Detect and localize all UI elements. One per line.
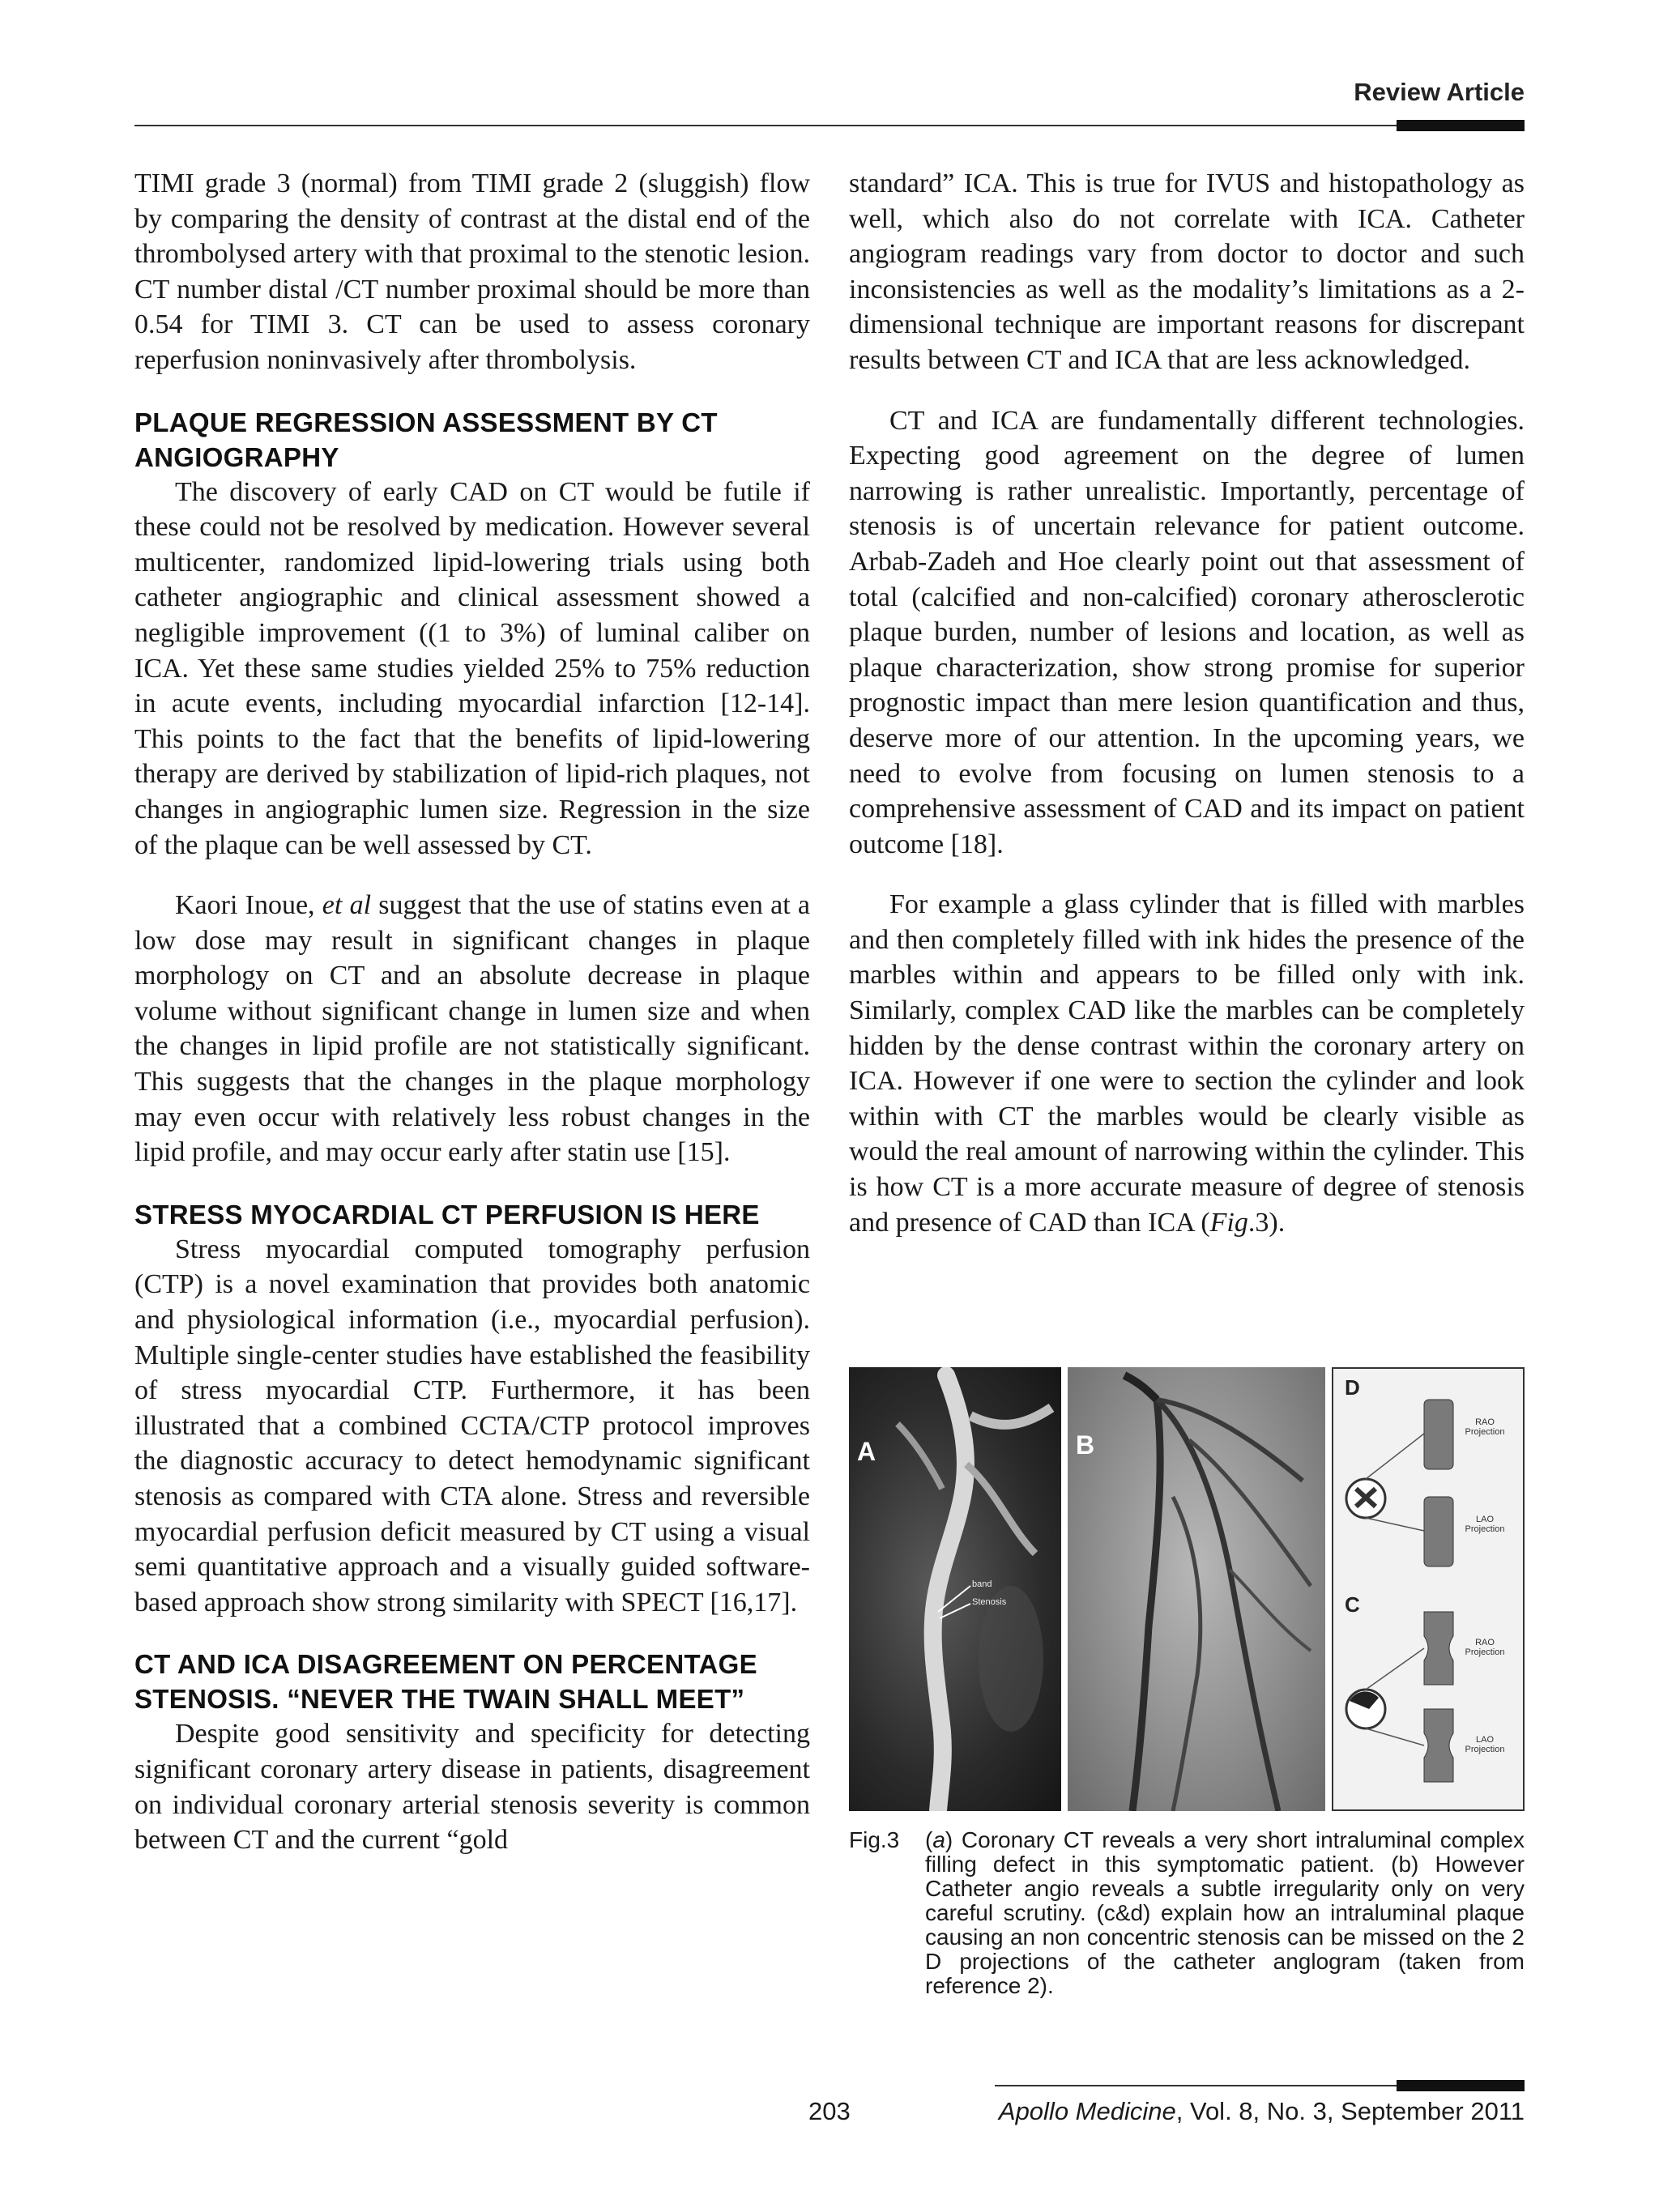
ct-artery-drawing (849, 1367, 1061, 1811)
panel-label-a: A (857, 1437, 876, 1466)
paragraph-continued: TIMI grade 3 (normal) from TIMI grade 2 (sluggish) flow by comparing the density of contrast at the distal end of the thrombolysed artery with that proximal to the stenotic lesion. CT number distal /CT number proximal should be more than 0.54 for TIMI 3. CT can be used to assess coronary reperfusion noninvasively after thrombolysis. (134, 168, 810, 375)
text-fig-ref: Fig (1209, 1207, 1248, 1238)
running-header: Review Article (1354, 78, 1525, 106)
paragraph-plaque-1: The discovery of early CAD on CT would be futile if these could not be resolved by medication. However several multicenter, randomized lipid-lowering trials using both catheter angiographic and clinical assessment showed a negligible improvement ((1 to 3%) of luminal caliber on ICA. Yet these same studies yielded 25% to 75% reduction in acute events, including myocardial infarction [12-14]. This points to the fact that the benefits of lipid-lowering therapy are derived by stabilization of lipid-rich plaques, not changes in angiographic lumen size. Regression in the size of the plaque can be well assessed by CT. (134, 476, 810, 860)
section-heading-stress-ctp: STRESS MYOCARDIAL CT PERFUSION IS HERE (134, 1199, 760, 1230)
header-rule (134, 125, 1525, 126)
angiogram-vessels-drawing (1068, 1367, 1325, 1811)
figure-panel-b-angiogram (1068, 1367, 1325, 1811)
caption-body: ) Coronary CT reveals a very short intraluminal complex filling defect in this symptomatic patient. (b) However Catheter angio reveals a subtle irregularity only on very careful scrutiny. (c&d) explain how an intraluminal plaque causing an non concentric stenosis can be missed on the 2 D projections of the catheter anglogram (taken from reference 2). (925, 1827, 1525, 1998)
paragraph-technologies: CT and ICA are fundamentally different technologies. Expecting good agreement on the degree of lumen narrowing is rather unrealistic. Importantly, percentage of stenosis is of uncertain relevance for patient outcome. Arbab-Zadeh and Hoe clearly point out that assessment of total (calcified and non-calcified) coronary atherosclerotic plaque burden, number of lesions and location, as well as plaque characterization, show strong promise for superior prognostic impact than mere lesion quantification and thus, deserve more of our attention. In the upcoming years, we need to evolve from focusing on lumen stenosis to a comprehensive assessment of CAD and its impact on patient outcome [18]. (849, 405, 1525, 859)
figure-caption-id: Fig.3 (849, 1827, 900, 1852)
text-et-al: et al (322, 890, 372, 921)
page-number: 203 (808, 2097, 851, 2125)
panel-label-d: D (1345, 1375, 1360, 1400)
label-lao-c: LAO Projection (1465, 1735, 1505, 1754)
label-rao-d: RAO Projection (1465, 1417, 1505, 1437)
journal-details: , Vol. 8, No. 3, September 2011 (1175, 2097, 1525, 2125)
journal-name: Apollo Medicine (998, 2097, 1176, 2125)
figure-panel-a-ct (849, 1367, 1061, 1811)
caption-a: a (932, 1827, 945, 1852)
text-fig-ref-end: .3). (1247, 1207, 1286, 1238)
figure-caption-text: (a) Coronary CT reveals a very short intraluminal complex filling defect in this symptomatic patient. (b) However Catheter angio reveals a subtle irregularity only on very careful scrutiny. (c&d) explain how an intraluminal plaque causing an non concentric stenosis can be missed on the 2 D projections of the catheter anglogram (taken from reference 2). (925, 1827, 1525, 1998)
label-lao-d: LAO Projection (1465, 1515, 1505, 1534)
label-rao-c: RAO Projection (1465, 1638, 1505, 1657)
text-rest: suggest that the use of statins even at a low dose may result in significant changes in plaque morphology on CT and an absolute decrease in plaque volume without significant change in lumen size and when the changes in lipid profile are not statistically significant. This suggests that the changes in the plaque morphology may even occur with relatively less robust changes in the lipid profile, and may occur early after statin use [15]. (134, 890, 810, 1168)
figure-3 (849, 1367, 1525, 1811)
footer-rule-accent (1397, 2080, 1525, 2091)
figure-caption (849, 1828, 1525, 1998)
annotation-band: band (972, 1579, 992, 1589)
left-column (134, 166, 810, 1858)
paragraph-glass-cylinder (849, 887, 1525, 1240)
journal-citation (999, 2097, 1525, 2126)
paragraph-continued-right: standard” ICA. This is true for IVUS and histopathology as well, which also do not correlate with ICA. Catheter angiogram readings vary from doctor to doctor and such inconsistencies as well as the modality’s limitations as a 2-dimensional technique are important reasons for discrepant results between CT and ICA that are less acknowledged. (849, 168, 1525, 375)
text-example: For example a glass cylinder that is filled with marbles and then completely filled with ink hides the presence of the marbles within and appears to be filled only with ink. Similarly, complex CAD like the marbles can be completely hidden by the dense contrast within the coronary artery on ICA. However if one were to section the cylinder and look within with CT the marbles would be clearly visible as would the real amount of narrowing within the cylinder. This is how CT is a more accurate measure of degree of stenosis and presence of CAD than ICA ( (849, 889, 1525, 1238)
paragraph-plaque-2 (134, 888, 810, 1170)
right-column (849, 166, 1525, 1240)
text-lead: Kaori Inoue, (175, 890, 322, 921)
figure-panel-cd-diagrams (1332, 1367, 1525, 1811)
paragraph-disagreement: Despite good sensitivity and specificity for detecting significant coronary artery disease in patients, disagreement on individual coronary arterial stenosis severity is common between CT and the current “gold (134, 1719, 810, 1856)
header-rule-accent (1397, 120, 1525, 131)
panel-label-c: C (1345, 1592, 1360, 1617)
annotation-stenosis: Stenosis (972, 1597, 1007, 1607)
section-heading-ct-ica-disagreement: CT AND ICA DISAGREEMENT ON PERCENTAGE STENOSIS. “NEVER THE TWAIN SHALL MEET” (134, 1649, 757, 1715)
section-heading-plaque-regression: PLAQUE REGRESSION ASSESSMENT BY CT ANGIOGRAPHY (134, 407, 718, 472)
paragraph-stress-ctp: Stress myocardial computed tomography perfusion (CTP) is a novel examination that provides both anatomic and physiological information (i.e., myocardial perfusion). Multiple single-center studies have established the feasibility of stress myocardial CTP. Furthermore, it has been illustrated that a combined CCTA/CTP protocol improves the diagnostic accuracy to detect hemodynamic significant stenosis as compared with CTA alone. Stress and reversible myocardial perfusion deficit measured by CT using a visual semi quantitative approach and a visually guided software-based approach show strong similarity with SPECT [16,17]. (134, 1234, 810, 1617)
panel-label-b: B (1076, 1430, 1095, 1460)
